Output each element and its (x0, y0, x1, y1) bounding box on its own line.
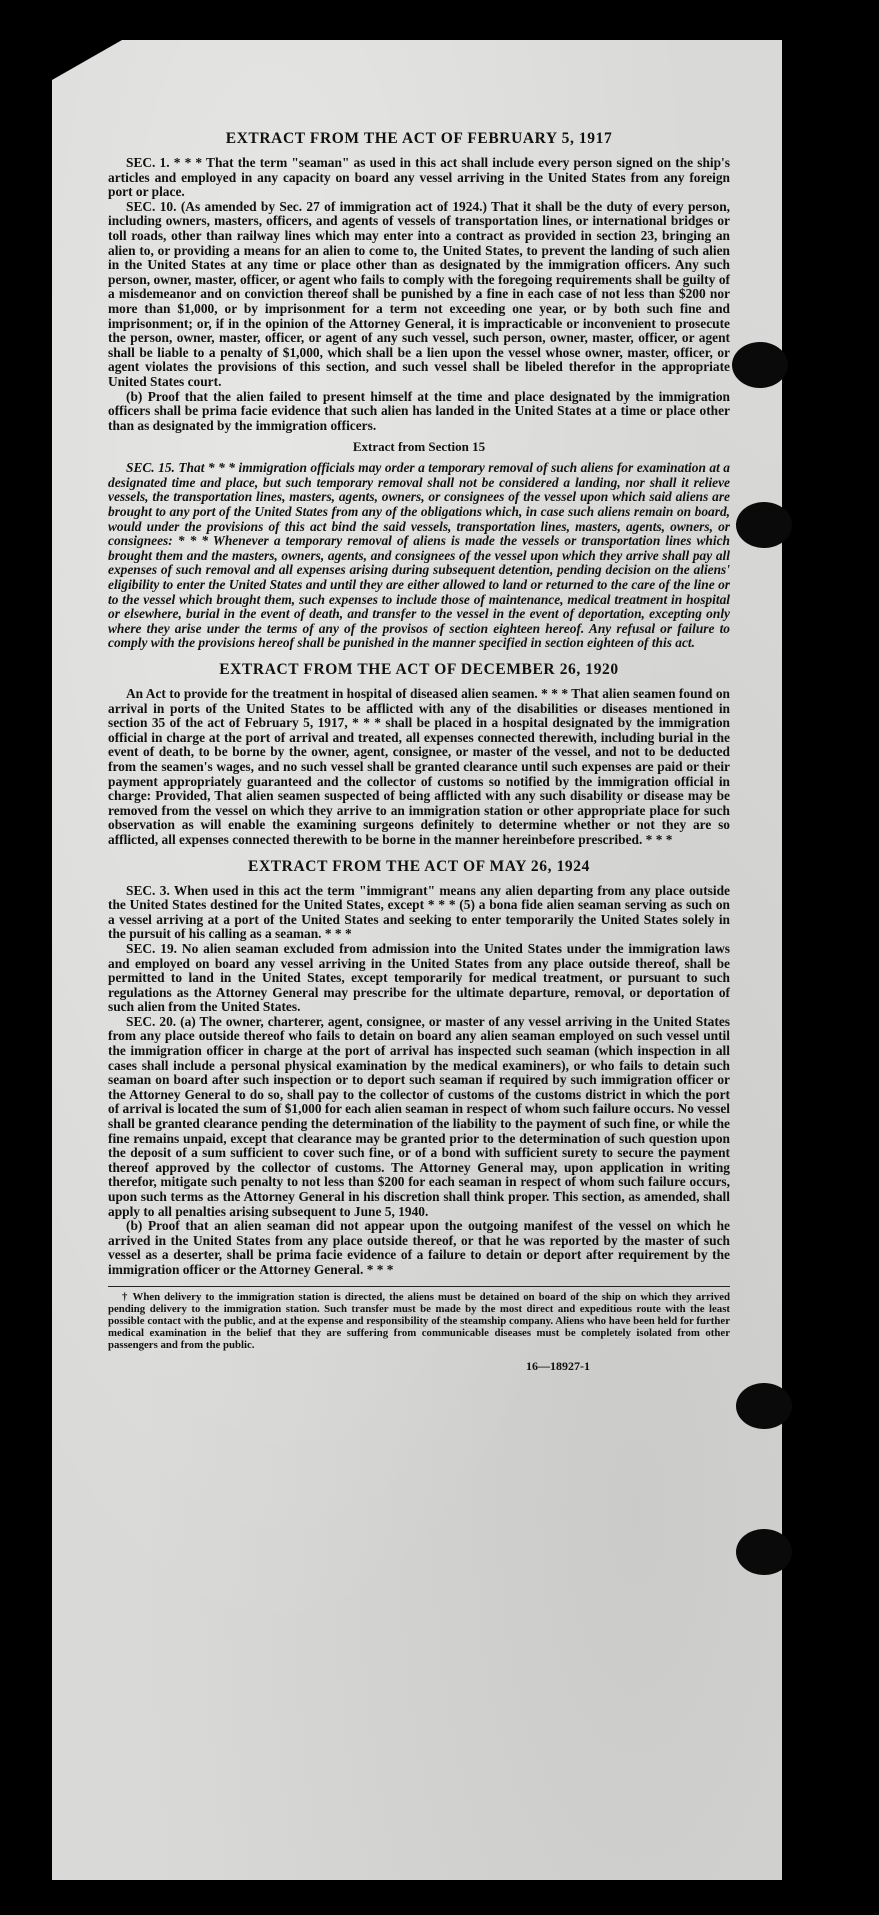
heading-act-1920: EXTRACT FROM THE ACT OF DECEMBER 26, 1920 (219, 661, 619, 678)
sec10b-paragraph: (b) Proof that the alien failed to present himself at the time and place designated by the immigration officers shall be prima facie evidence that such alien has landed in the United States at a time or place other than as designated by the immigration officers. (108, 388, 730, 433)
sec19-paragraph: SEC. 19. No alien seaman excluded from admission into the United States under the immigration laws and employed on board any vessel arriving in the United States from any place outside thereof, shall be permitted to land in the United States, except temporarily for medical treatment, or pursuant to such regulations as the Attorney General may prescribe for the ultimate departure, removal, or deportation of such alien from the United States. (108, 940, 730, 1015)
footnote: † When delivery to the immigration station is directed, the aliens must be detained on board of the ship on which they arrived pending delivery to the immigration station. Such transfer must be made by the most direct and expeditious route with the least possible contact with the public, and at the expense and responsibility of the steamship company. Aliens who have been held for further medical examination in the belief that they are suffering from communicable diseases must be completely isolated from other passengers and from the public. (108, 1290, 730, 1351)
form-number: 16—18927-1 (526, 1358, 590, 1373)
punch-hole-1 (732, 342, 788, 388)
subheading-section-15: Extract from Section 15 (352, 439, 486, 455)
punch-hole-4 (736, 1529, 792, 1575)
sec20-paragraph: SEC. 20. (a) The owner, charterer, agent, consignee, or master of any vessel arriving in the United States from any place outside thereof who fails to detain on board any alien seaman employed on such vessel until the immigration officer in charge at the port of arrival has inspected such seaman (which inspection in all cases shall include a personal physical examination by the medical examiners), or who fails to detain such seaman on board after such inspection or to deport such seaman if required by such immigration officer or the Attorney General to do so, shall pay to the collector of customs of the customs district in which the port of arrival is located the sum of $1,000 for each alien seaman in respect of whom such failure occurs. No vessel shall be granted clearance pending the determination of the liability to the payment of such fine, or while the fine remains unpaid, except that clearance may be granted prior to the determination of such question upon the deposit of a sum sufficient to cover such fine, or of a bond with sufficient surety to secure the payment thereof approved by the collector of customs. The Attorney General may, upon application in writing therefor, mitigate such penalty to not less than $200 for each seaman in respect of whom such failure occurs, upon such terms as the Attorney General in his discretion shall think proper. This section, as amended, shall apply to all penalties arising subsequent to June 5, 1940. (108, 1013, 730, 1219)
punch-hole-3 (736, 1383, 792, 1429)
act-1920-paragraph: An Act to provide for the treatment in hospital of diseased alien seamen. * * * That alien seamen found on arrival in ports of the United States to be afflicted with any of the disabilities or diseases mentioned in section 35 of the act of February 5, 1917, * * * shall be placed in a hospital designated by the immigration official in charge at the port of arrival and treated, all expenses connected therewith, including burial in the event of death, to be borne by the owner, agent, consignee, or master of the vessel, and not to be deducted from the seamen's wages, and no such vessel shall be granted clearance until such expenses are paid or their payment appropriately guaranteed and the collector of customs so notified by the immigration official in charge: Provided, That alien seamen suspected of being afflicted with any such disability or disease may be removed from the vessel on which they arrive to an immigration station or other appropriate place for such observation as will enable the examining surgeons definitely to determine whether or not they are so afflicted, all expenses connected therewith to be borne in the manner hereinbefore prescribed. * * * (108, 686, 730, 847)
footnote-divider (108, 1286, 730, 1287)
heading-act-1924: EXTRACT FROM THE ACT OF MAY 26, 1924 (248, 857, 590, 875)
sec10-paragraph: SEC. 10. (As amended by Sec. 27 of immigration act of 1924.) That it shall be the duty of every person, including owners, masters, officers, and agents of vessels of transportation lines, or international bridges or toll roads, other than railway lines which may enter into a contract as provided in section 23, bringing an alien to, or providing a means for an alien to come to, the United States, to prevent the landing of such alien in the United States at any time or place other than as designated by the immigration officers. Any such person, owner, master, officer, or agent who fails to comply with the foregoing requirements shall be guilty of a misdemeanor and on conviction thereof shall be punished by a fine in each case of not less than $200 nor more than $1,000, or by imprisonment for a term not exceeding one year, or by both such fine and imprisonment; or, if in the opinion of the Attorney General, it is impracticable or inconvenient to prosecute the person, owner, master, officer, or agent of any such vessel, such person, owner, master, officer, or agent shall be liable to a penalty of $1,000, which shall be a lien upon the vessel whose owner, master, officer, or agent violates the provisions of this section, and such vessel shall be libeled therefor in the appropriate United States court. (108, 198, 730, 389)
punch-hole-2 (736, 502, 792, 548)
sec1-paragraph: SEC. 1. * * * That the term "seaman" as used in this act shall include every person signed on the ship's articles and employed in any capacity on board any vessel arriving in the United States from any foreign port or place. (108, 155, 730, 200)
heading-act-1917: EXTRACT FROM THE ACT OF FEBRUARY 5, 1917 (225, 130, 613, 147)
folded-corner (52, 40, 122, 80)
sec20b-paragraph: (b) Proof that an alien seaman did not appear upon the outgoing manifest of the vessel on which he arrived in the United States from any place outside thereof, or that he was reported by the master of such vessel as a deserter, shall be prima facie evidence of a failure to detain or deport after requirement by the immigration officer or the Attorney General. * * * (108, 1218, 730, 1277)
sec3-paragraph: SEC. 3. When used in this act the term "immigrant" means any alien departing from any place outside the United States destined for the United States, except * * * (5) a bona fide alien seaman serving as such on a vessel arriving at a port of the United States and seeking to enter temporarily the United States solely in the pursuit of his calling as a seaman. * * * (108, 882, 730, 942)
sec15-paragraph: SEC. 15. That * * * immigration officials may order a temporary removal of such aliens for examination at a designated time and place, but such temporary removal shall not be considered a landing, nor shall it relieve vessels, the transportation lines, masters, agents, owners, or consignees of the vessel upon which said aliens are brought to any port of the United States from any of the obligations which, in case such aliens remain on board, would under the provisions of this act bind the said vessels, transportation lines, masters, agents, owners, or consignees: * * * Whenever a temporary removal of aliens is made the vessels or transportation lines which brought them and the masters, owners, agents, and consignees of the vessel upon which they arrive shall pay all expenses of such removal and all expenses arising during subsequent detention, pending decision on the aliens' eligibility to enter the United States and until they are either allowed to land or returned to the care of the line or to the vessel which brought them, such expenses to include those of maintenance, medical treatment in hospital or elsewhere, burial in the event of death, and transfer to the vessel in the event of deportation, excepting only where they arise under the terms of any of the provisos of section eighteen hereof. Any refusal or failure to comply with the provisions hereof shall be punished in the manner specified in section eighteen of this act. (108, 460, 730, 651)
document-page (52, 40, 782, 1880)
